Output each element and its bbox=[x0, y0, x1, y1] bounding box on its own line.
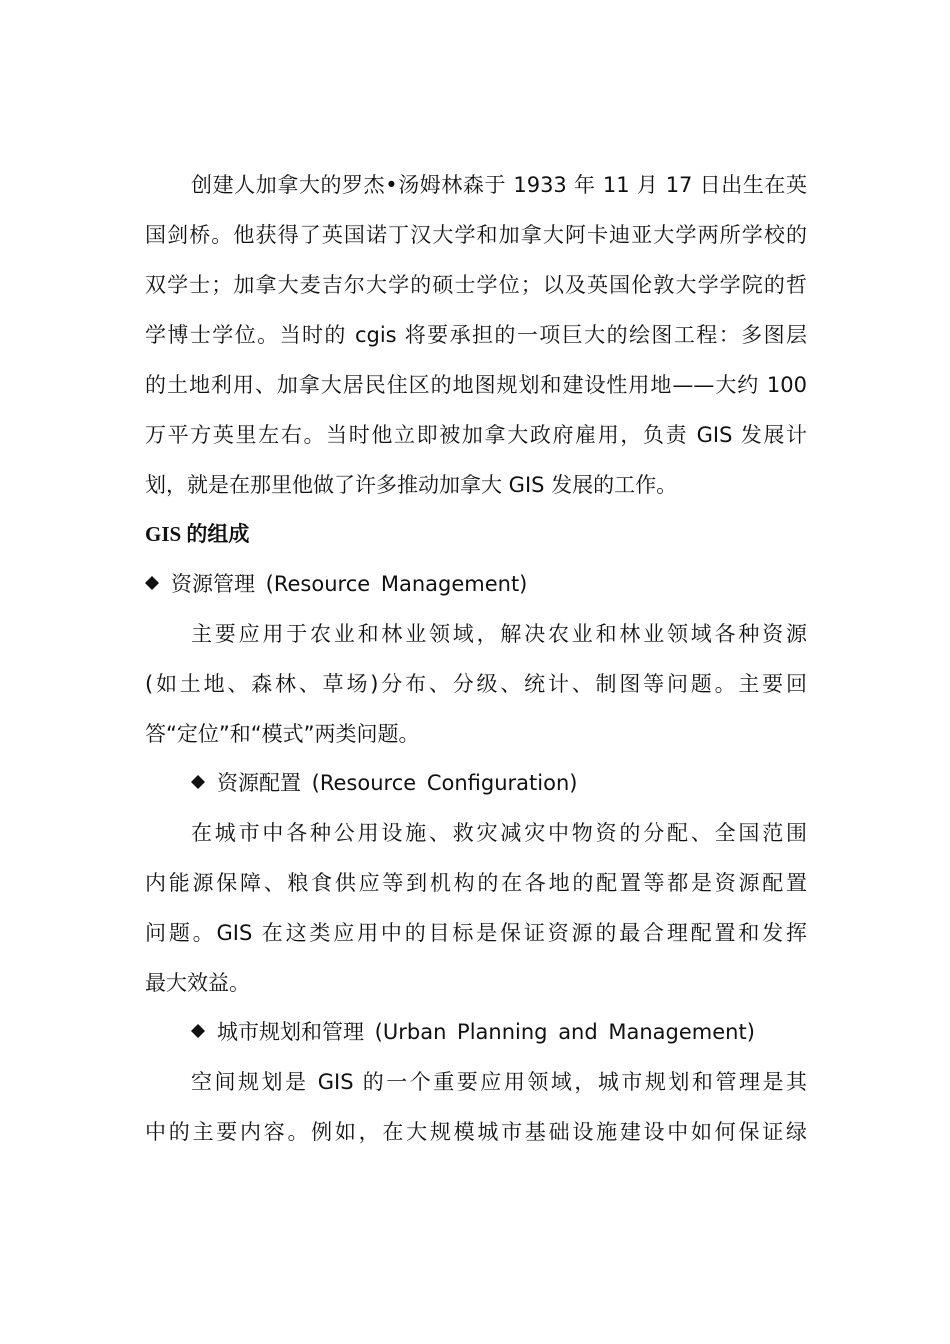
paragraph-line: 问题。GIS 在这类应用中的目标是保证资源的最合理配置和发挥 bbox=[145, 921, 807, 945]
paragraph-line: 中的主要内容。例如，在大规模城市基础设施建设中如何保证绿 bbox=[145, 1120, 807, 1144]
paragraph-line: 划，就是在那里他做了许多推动加拿大 GIS 发展的工作。 bbox=[145, 473, 678, 497]
diamond-bullet-icon bbox=[145, 576, 159, 590]
paragraph-line: 内能源保障、粮食供应等到机构的在各地的配置等都是资源配置 bbox=[145, 871, 807, 895]
bullet-item-resource-configuration bbox=[191, 768, 807, 798]
bullet-label: 城市规划和管理 (Urban Planning and Management) bbox=[217, 1020, 755, 1044]
bullet-label: 资源配置 (Resource Configuration) bbox=[217, 771, 578, 795]
bullet-item-resource-management bbox=[145, 569, 807, 599]
paragraph-line: 学博士学位。当时的 cgis 将要承担的一项巨大的绘图工程：多图层 bbox=[145, 323, 807, 347]
paragraph-line: 最大效益。 bbox=[145, 971, 250, 995]
diamond-bullet-icon bbox=[191, 775, 205, 789]
paragraph-line: 在城市中各种公用设施、救灾减灾中物资的分配、全国范围 bbox=[191, 821, 807, 845]
paragraph-line: 万平方英里左右。当时他立即被加拿大政府雇用，负责 GIS 发展计 bbox=[145, 423, 807, 447]
paragraph-line: 创建人加拿大的罗杰•汤姆林森于 1933 年 11 月 17 日出生在英 bbox=[191, 173, 807, 197]
bullet-item-urban-planning bbox=[191, 1017, 807, 1047]
paragraph-line: 答“定位”和“模式”两类问题。 bbox=[145, 722, 420, 746]
paragraph-line: 空间规划是 GIS 的一个重要应用领域，城市规划和管理是其 bbox=[191, 1070, 807, 1094]
section-heading: GIS 的组成 bbox=[145, 522, 250, 546]
paragraph-line: 主要应用于农业和林业领域，解决农业和林业领域各种资源 bbox=[191, 622, 807, 646]
diamond-bullet-icon bbox=[191, 1024, 205, 1038]
paragraph-line: 的土地利用、加拿大居民住区的地图规划和建设性用地——大约 100 bbox=[145, 373, 807, 397]
bullet-label: 资源管理 (Resource Management) bbox=[171, 572, 528, 596]
paragraph-line: (如土地、森林、草场)分布、分级、统计、制图等问题。主要回 bbox=[145, 672, 807, 696]
paragraph-line: 双学士；加拿大麦吉尔大学的硕士学位；以及英国伦敦大学学院的哲 bbox=[145, 273, 807, 297]
paragraph-line: 国剑桥。他获得了英国诺丁汉大学和加拿大阿卡迪亚大学两所学校的 bbox=[145, 223, 807, 247]
